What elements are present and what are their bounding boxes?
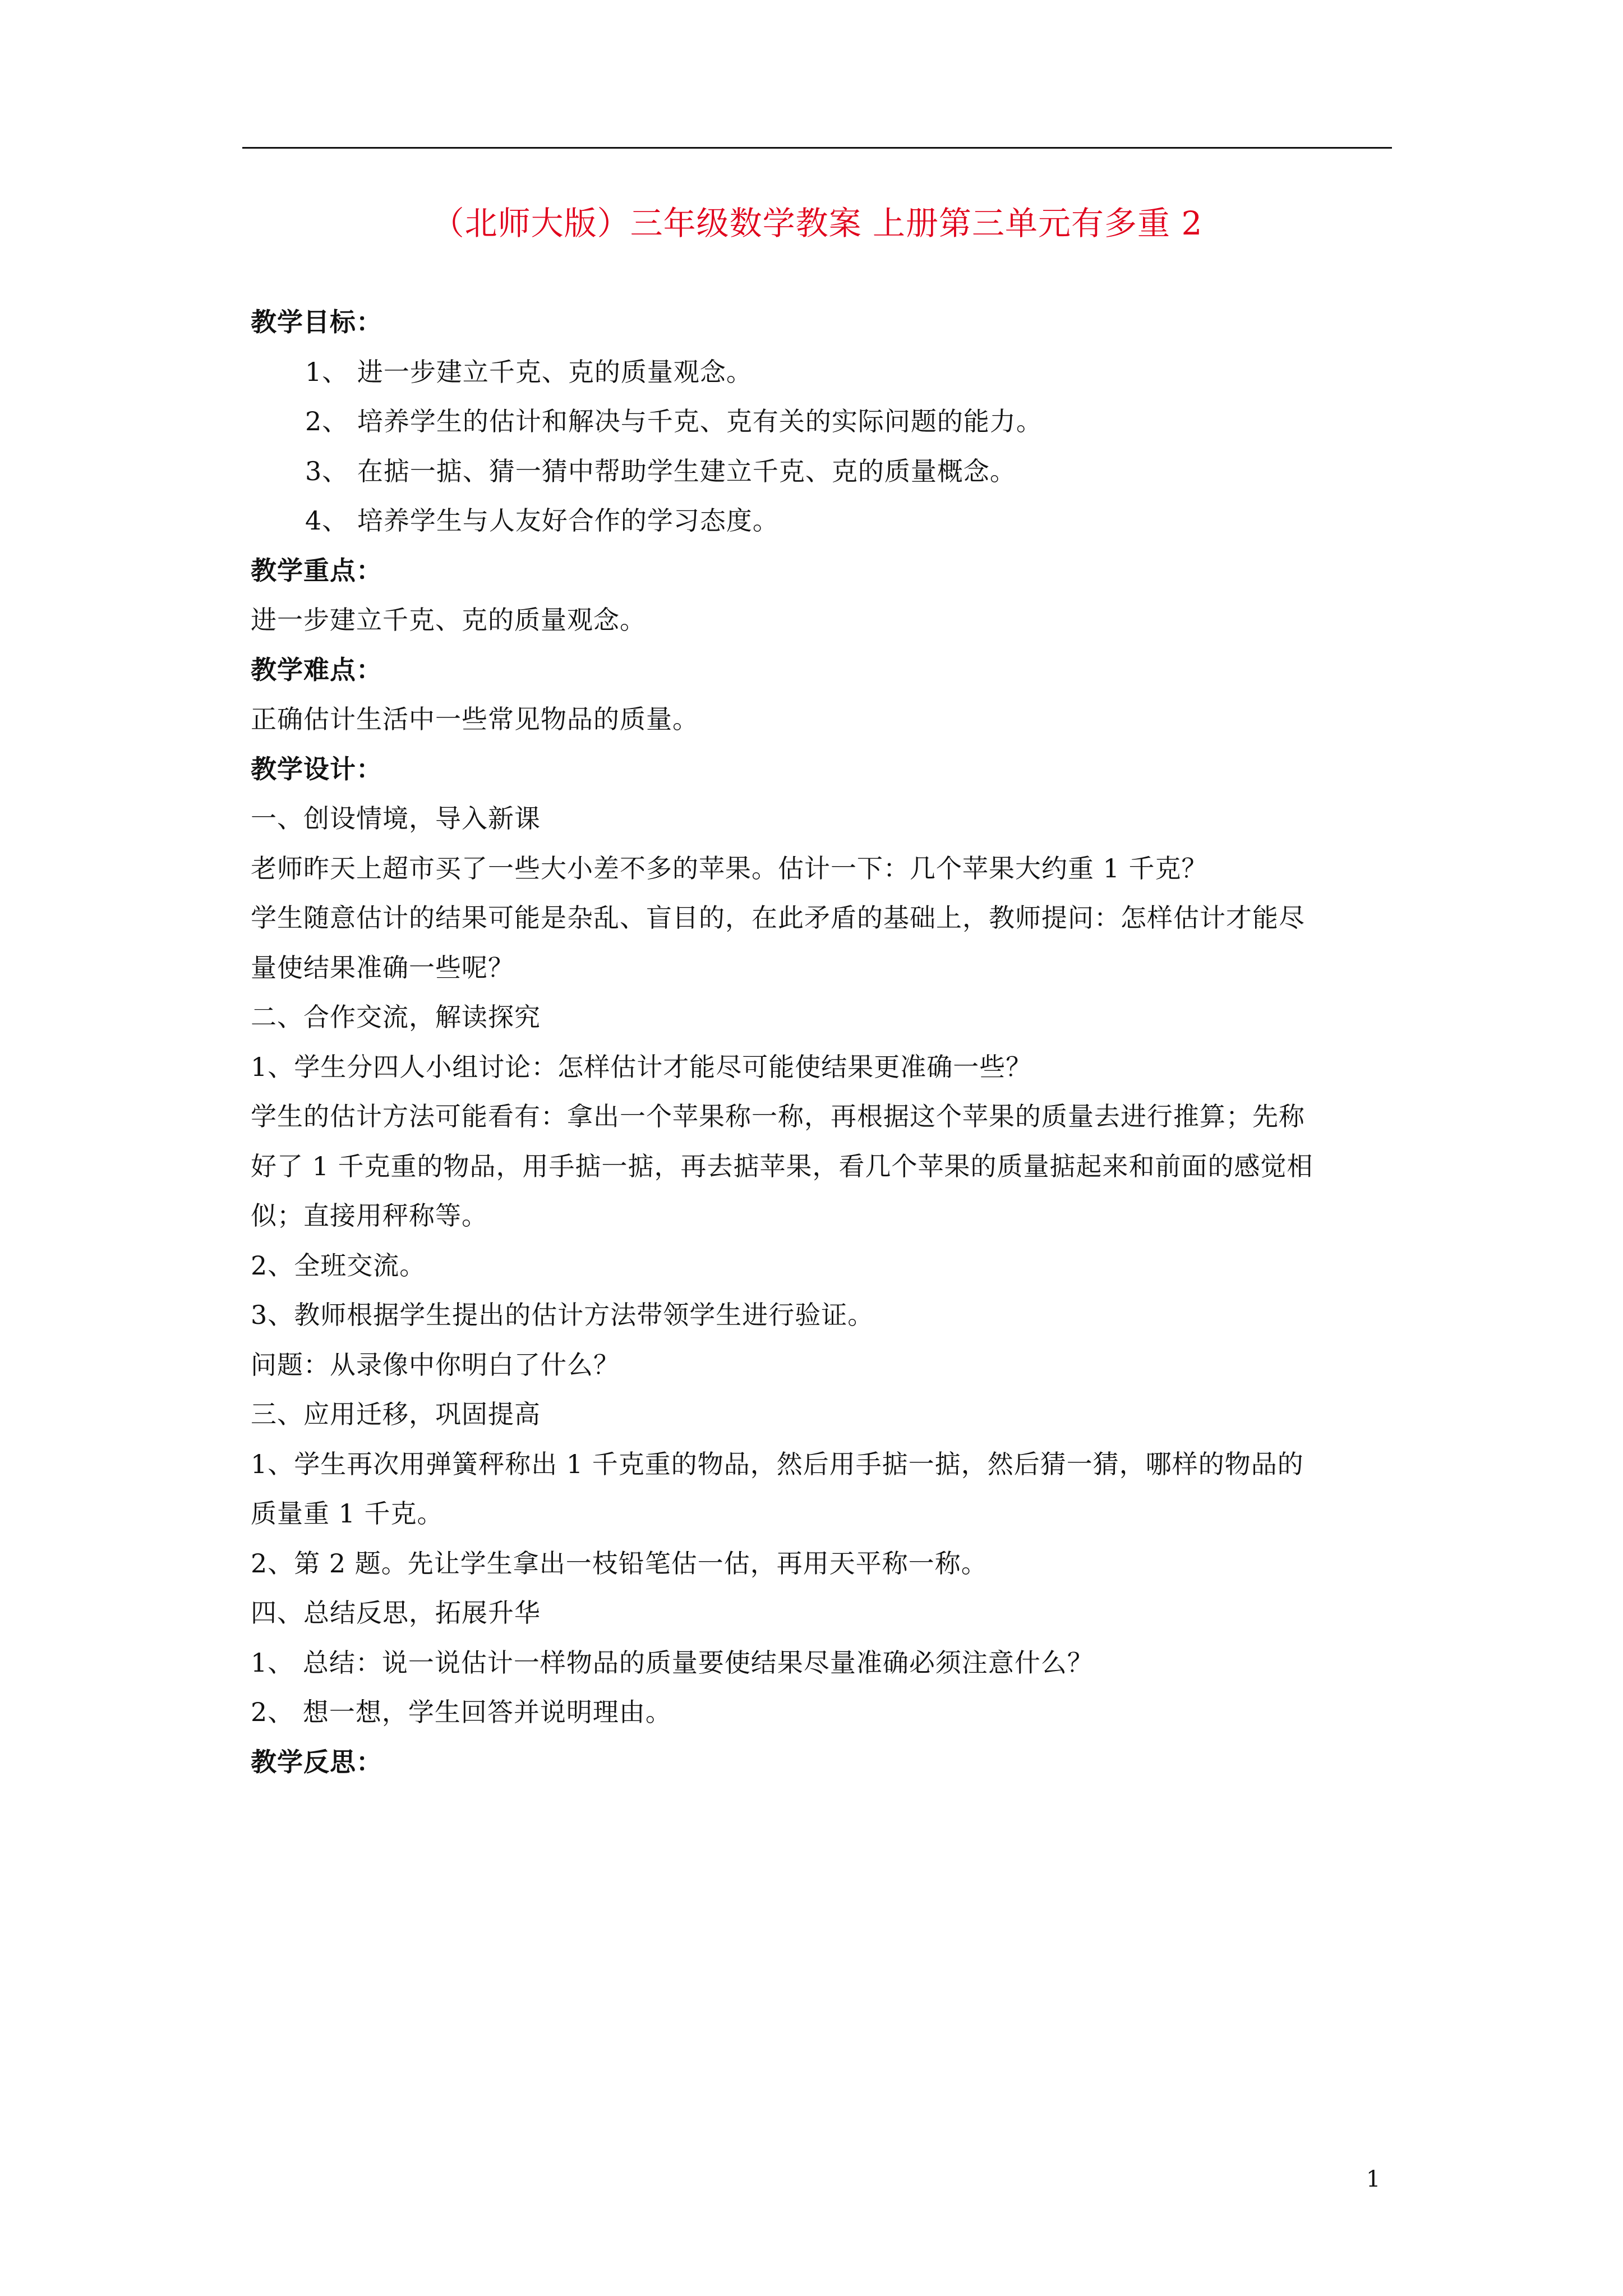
body-line: 3、教师根据学生提出的估计方法带领学生进行验证。 — [251, 1300, 874, 1330]
body-line: 三、应用迁移，巩固提高 — [251, 1399, 541, 1429]
body-line: 2、全班交流。 — [251, 1250, 426, 1281]
section-heading: 教学目标： — [251, 307, 382, 337]
body-line: 量使结果准确一些呢？ — [251, 952, 514, 983]
body-line: 好了 1 千克重的物品，用手掂一掂，再去掂苹果，看几个苹果的质量掂起来和前面的感觉相 — [251, 1151, 1313, 1181]
body-line: 2、 想一想，学生回答并说明理由。 — [251, 1697, 672, 1727]
document-body — [251, 297, 1392, 1787]
body-line: 2、第 2 题。先让学生拿出一枝铅笔估一估，再用天平称一称。 — [251, 1548, 988, 1579]
body-line: 学生的估计方法可能看有：拿出一个苹果称一称，再根据这个苹果的质量去进行推算；先称 — [251, 1101, 1305, 1131]
body-line: 老师昨天上超市买了一些大小差不多的苹果。估计一下：几个苹果大约重 1 千克？ — [251, 853, 1208, 884]
body-line: 质量重 1 千克。 — [251, 1498, 444, 1529]
body-line: 问题：从录像中你明白了什么？ — [251, 1349, 620, 1380]
body-line: 2、 培养学生的估计和解决与千克、克有关的实际问题的能力。 — [305, 406, 1043, 436]
section-heading: 教学反思： — [251, 1746, 382, 1777]
body-line: 二、合作交流，解读探究 — [251, 1002, 541, 1032]
page-number: 1 — [1366, 2166, 1381, 2192]
body-line: 1、 进一步建立千克、克的质量观念。 — [305, 356, 753, 387]
document-title: （北师大版）三年级数学教案 上册第三单元有多重 2 — [431, 204, 1203, 242]
body-line: 学生随意估计的结果可能是杂乱、盲目的，在此矛盾的基础上，教师提问：怎样估计才能尽 — [251, 903, 1305, 933]
body-line: 3、 在掂一掂、猜一猜中帮助学生建立千克、克的质量概念。 — [305, 455, 1016, 486]
body-line: 似；直接用秤称等。 — [251, 1200, 488, 1231]
section-heading: 教学难点： — [251, 654, 382, 685]
body-line: 1、 总结：说一说估计一样物品的质量要使结果尽量准确必须注意什么？ — [251, 1647, 1094, 1678]
body-line: 4、 培养学生与人友好合作的学习态度。 — [305, 505, 779, 536]
body-line: 一、创设情境，导入新课 — [251, 803, 541, 834]
body-line: 进一步建立千克、克的质量观念。 — [251, 605, 646, 635]
body-line: 1、学生分四人小组讨论：怎样估计才能尽可能使结果更准确一些？ — [251, 1051, 1032, 1082]
header-rule — [242, 147, 1392, 149]
body-line: 正确估计生活中一些常见物品的质量。 — [251, 704, 699, 734]
section-heading: 教学设计： — [251, 753, 382, 784]
body-line: 1、学生再次用弹簧秤称出 1 千克重的物品，然后用手掂一掂，然后猜一猜，哪样的物品的 — [251, 1448, 1304, 1479]
section-heading: 教学重点： — [251, 555, 382, 586]
body-line: 四、总结反思，拓展升华 — [251, 1598, 541, 1628]
